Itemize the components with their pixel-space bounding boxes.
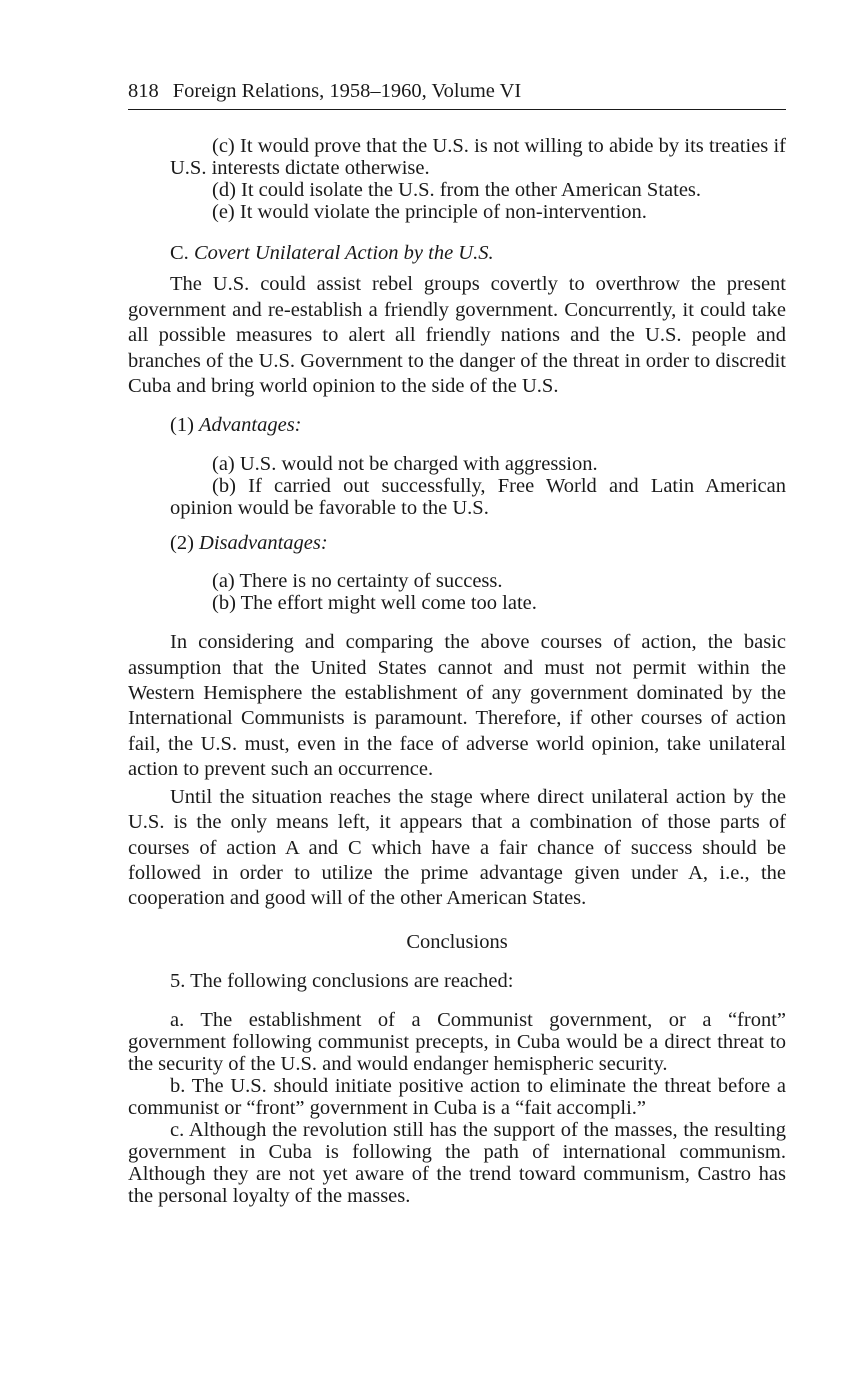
conclusion-b: b. The U.S. should initiate positive action to eliminate the threat before a communist or “front” government in Cuba is a “fait accompli.”	[128, 1074, 786, 1119]
advantages-number: (1)	[170, 414, 200, 437]
options-list-continued	[128, 135, 786, 223]
disadvantages-title: Disadvantages:	[199, 531, 328, 554]
disadvantages-list	[128, 570, 786, 614]
document-page	[128, 80, 786, 1207]
list-item-c: (c) It would prove that the U.S. is not willing to abide by its treaties if U.S. interests dictate otherwise.	[170, 135, 786, 179]
advantages-list	[128, 453, 786, 519]
conclusions-list	[128, 1009, 786, 1207]
conclusion-c: c. Although the revolution still has the support of the masses, the resulting government in Cuba is following the path of international communism. Although they are not yet aware of the trend toward communism, Castro has the personal loyalty of the masses.	[128, 1118, 786, 1207]
section-heading-c	[128, 241, 786, 266]
list-item-e: (e) It would violate the principle of non-intervention.	[212, 201, 647, 223]
running-header	[128, 80, 786, 110]
section-letter: C.	[170, 242, 194, 264]
disadvantage-b: (b) The effort might well come too late.	[212, 592, 537, 615]
disadvantages-number: (2)	[170, 531, 200, 554]
section-c-body: The U.S. could assist rebel groups covertly to overthrow the present government and re-establish a friendly government. Concurrently, it could take all possible measures to alert all friendly nations and the U.S. people and branches of the U.S. Government to the danger of the threat in order to discredit Cuba and bring world opinion to the side of the U.S.	[128, 273, 786, 398]
conclusion-a: a. The establishment of a Communist government, or a “front” government following communist precepts, in Cuba would be a direct threat to the security of the U.S. and would endanger hemispheric security.	[128, 1008, 786, 1075]
section-title: Covert Unilateral Action by the U.S.	[193, 242, 494, 264]
volume-title: Foreign Relations, 1958–1960, Volume VI	[172, 80, 522, 102]
conclusions-heading: Conclusions	[406, 930, 508, 953]
advantages-label	[128, 413, 786, 438]
advantage-b: (b) If carried out successfully, Free World and Latin American opinion would be favorable to the U.S.	[170, 474, 786, 519]
advantages-title: Advantages:	[199, 414, 302, 437]
list-item-d: (d) It could isolate the U.S. from the other American States.	[212, 179, 702, 201]
disadvantage-a: (a) There is no certainty of success.	[212, 570, 503, 593]
paragraph-considering: In considering and comparing the above courses of action, the basic assumption that the United States cannot and must not permit within the Western Hemisphere the establishment of any government dominated by the International Communists is paramount. Therefore, if other courses of action fail, the U.S. must, even in the face of adverse world opinion, take unilateral action to prevent such an occurrence.	[128, 631, 786, 781]
advantage-a: (a) U.S. would not be charged with aggression.	[212, 452, 598, 475]
paragraph-until: Until the situation reaches the stage where direct unilateral action by the U.S. is the only means left, it appears that a combination of those parts of courses of action A and C which have a fair chance of success should be followed in order to utilize the prime advantage given under A, i.e., the cooperation and good will of the other American States.	[128, 785, 786, 910]
page-number: 818	[128, 80, 159, 102]
disadvantages-label	[128, 531, 786, 556]
conclusions-intro: 5. The following conclusions are reached:	[170, 970, 514, 993]
